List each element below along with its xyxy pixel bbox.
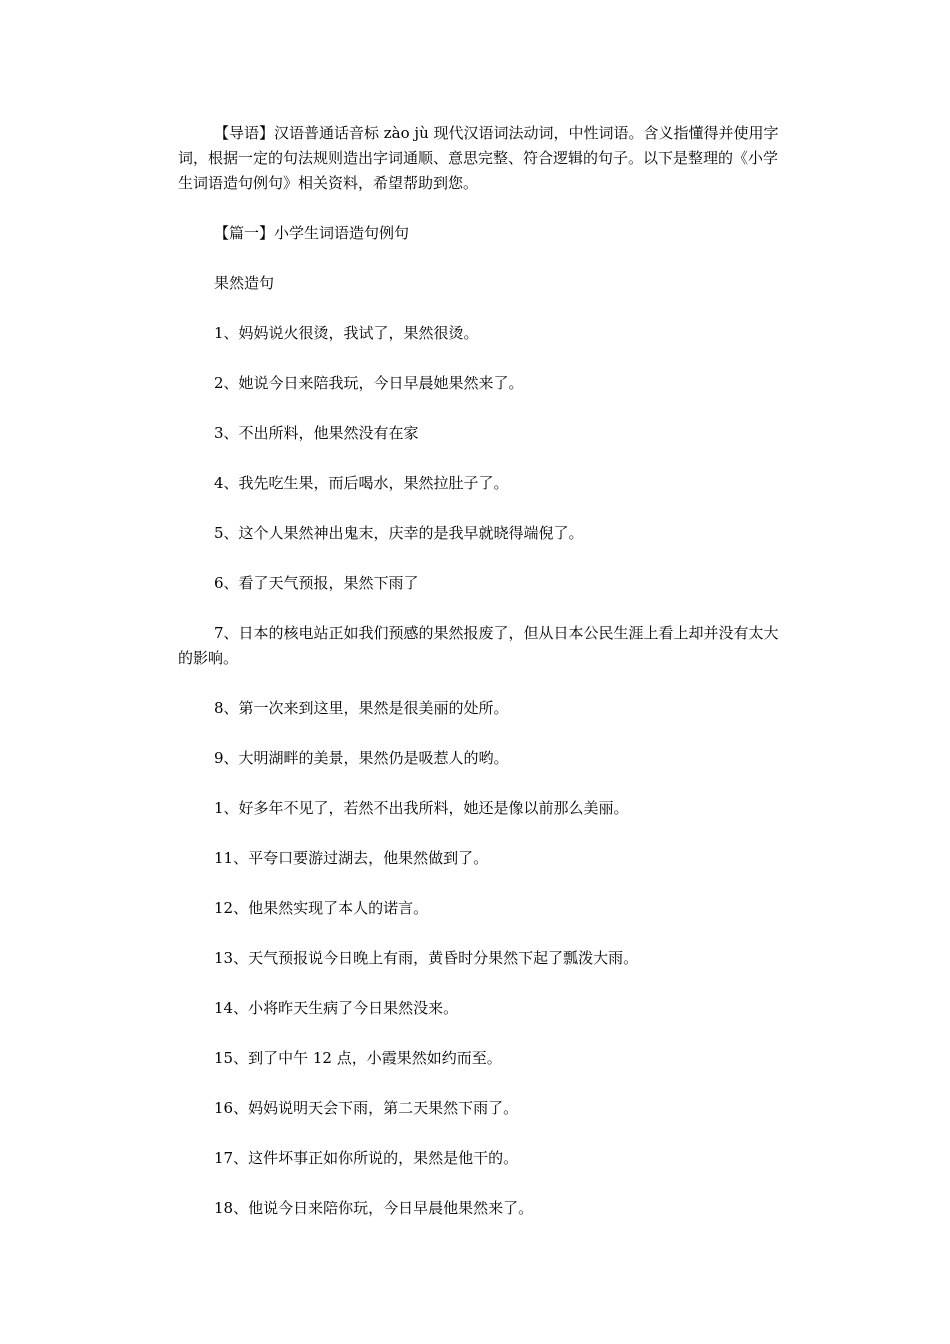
sentence-item: 7、日本的核电站正如我们预感的果然报废了，但从日本公民生涯上看上却并没有太大的影响。 <box>178 624 779 667</box>
document-body <box>178 121 784 1221</box>
sentence-item: 15、到了中午 12 点，小霞果然如约而至。 <box>214 1049 502 1067</box>
sentence-item: 18、他说今日来陪你玩，今日早晨他果然来了。 <box>214 1199 534 1217</box>
subheading: 果然造句 <box>214 274 275 292</box>
sentence-item: 1、好多年不见了，若然不出我所料，她还是像以前那么美丽。 <box>214 799 629 817</box>
sentence-item: 16、妈妈说明天会下雨，第二天果然下雨了。 <box>214 1099 519 1117</box>
sentence-item: 8、第一次来到这里，果然是很美丽的处所。 <box>214 699 509 717</box>
sentence-item: 4、我先吃生果，而后喝水，果然拉肚子了。 <box>214 474 509 492</box>
section-heading: 【篇一】小学生词语造句例句 <box>214 224 410 242</box>
sentence-item: 17、这件坏事正如你所说的，果然是他干的。 <box>214 1149 519 1167</box>
sentence-item: 2、她说今日来陪我玩，今日早晨她果然来了。 <box>214 374 524 392</box>
intro-paragraph: 【导语】汉语普通话音标 zào jù 现代汉语词法动词，中性词语。含义指懂得并使用字词，根据一定的句法规则造出字词通顺、意思完整、符合逻辑的句子。以下是整理的《小学生词语造句例句》相关资料，希望帮助到您。 <box>178 124 779 192</box>
sentence-item: 13、天气预报说今日晚上有雨，黄昏时分果然下起了瓢泼大雨。 <box>214 949 639 967</box>
sentence-item: 14、小将昨天生病了今日果然没来。 <box>214 999 459 1017</box>
sentence-item: 3、不出所料，他果然没有在家 <box>214 424 419 442</box>
sentence-item: 6、看了天气预报，果然下雨了 <box>214 574 419 592</box>
sentence-item: 1、妈妈说火很烫，我试了，果然很烫。 <box>214 324 479 342</box>
sentence-item: 11、平夸口要游过湖去，他果然做到了。 <box>214 849 489 867</box>
sentence-item: 9、大明湖畔的美景，果然仍是吸惹人的哟。 <box>214 749 509 767</box>
sentence-item: 5、这个人果然神出鬼末，庆幸的是我早就晓得端倪了。 <box>214 524 584 542</box>
sentence-item: 12、他果然实现了本人的诺言。 <box>214 899 429 917</box>
